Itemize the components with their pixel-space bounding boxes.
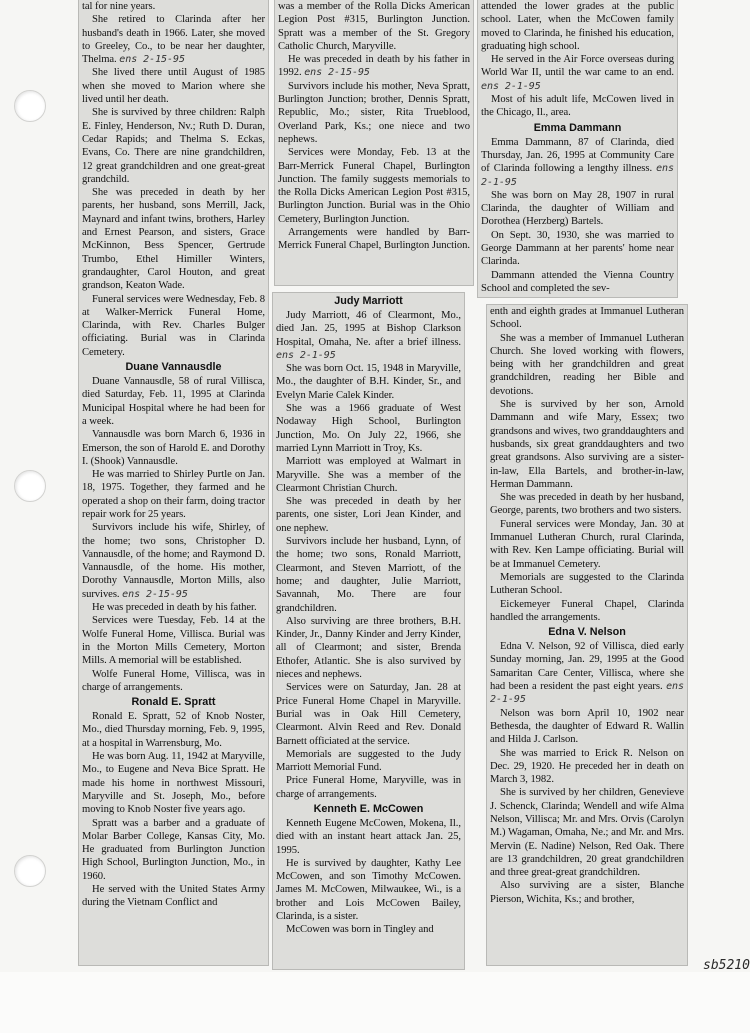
- obit-paragraph: She was preceded in death by her parents, one sister, Lori Jean Kinder, and one nephew.: [276, 496, 461, 534]
- obit-paragraph: On Sept. 30, 1930, she was married to George Dammann at her parents' home near Clarinda.: [481, 229, 674, 268]
- obit-paragraph: [276, 309, 461, 362]
- obituary-heading: Ronald E. Spratt: [131, 696, 216, 709]
- obit-paragraph: Wolfe Funeral Home, Villisca, was in charge of arrangements.: [82, 668, 265, 693]
- obituary-heading: Kenneth E. McCowen: [313, 802, 424, 815]
- handwritten-date-note: ens 2-15-95: [304, 67, 370, 79]
- obit-paragraph: attended the lower grades at the public school. Later, when the McCowen family moved to Clarinda, he finished his education, graduating high school.: [481, 1, 674, 52]
- handwritten-date-note: ens 2-1-95: [481, 80, 541, 92]
- obit-paragraph: Survivors include her husband, Lynn, of the home; two sons, Ronald Marriott, Clearmont, and Steven Marriott, of the home; and daughter, Julie Marriott, Savannah, Mo. There are four grandchildren.: [276, 536, 461, 614]
- obit-paragraph: Funeral services were Monday, Jan. 30 at Immanuel Lutheran Church, rural Clarinda, with Rev. Ken Lampe officiating. Burial will be at Immanuel Cemetery.: [490, 518, 684, 570]
- clipping-column-2-top: [275, 0, 473, 285]
- obit-paragraph: She was preceded in death by her husband, George, parents, two brothers and two sisters.: [490, 492, 684, 517]
- obituary-heading: Edna V. Nelson: [548, 626, 626, 639]
- clipping-column-2-bottom: [273, 293, 464, 969]
- obit-paragraph: [490, 640, 684, 706]
- clipping-column-3-top: [478, 0, 677, 297]
- obit-paragraph: Dammann attended the Vienna Country School and completed the sev-: [481, 269, 674, 294]
- obit-paragraph: [278, 53, 470, 80]
- binder-hole-bottom: [14, 855, 46, 887]
- obit-paragraph: Memorials are suggested to the Clarinda Lutheran School.: [490, 571, 684, 597]
- obit-paragraph: She was born on May 28, 1907 in rural Clarinda, the daughter of William and Dorothea (Herzberg) Bartels.: [481, 189, 674, 228]
- obit-paragraph: [481, 53, 674, 93]
- obit-paragraph: He was married to Shirley Purtle on Jan. 18, 1975. Together, they farmed and he operated a shop on their farm, doing tractor repair work for 25 years.: [82, 469, 265, 520]
- handwritten-page-code: sb5210: [703, 958, 750, 973]
- obit-paragraph: Also surviving are three brothers, B.H. Kinder, Jr., Danny Kinder and Jerry Kinder, all of Clearmont; and sister, Brenda Ethofer, Atlantic. She is also survived by nieces and nephews.: [276, 615, 461, 681]
- obituary-heading: Judy Marriott: [334, 295, 403, 307]
- obit-paragraph: She is survived by her children, Genevieve J. Schenck, Clarinda; Wendell and wife Alma Nelson, Villisca; Mr. and Mrs. Orvis (Carolyn M.) Wagaman, Omaha, Ne.; and Mr. and Mrs. Mervin (E. Nadine) Nelson, Red Oak. There are 13 grandchildren, 20 great grandchildren and three great-great grandchildren.: [490, 787, 684, 879]
- obituary-heading: Duane Vannausdle: [125, 361, 222, 374]
- obit-paragraph: [481, 136, 674, 189]
- obit-text: She retired to Clarinda after her husband's death in 1966. Later, she moved to Greeley, Co., to be near her daughter, Thelma.: [82, 14, 265, 66]
- obit-paragraph: Survivors include his mother, Neva Spratt, Burlington Junction; brother, Dennis Spratt, Republic, Mo.; sister, Rita Trueblood, Overland Park, Ks.; one niece and two nephews.: [278, 80, 470, 145]
- obit-paragraph: McCowen was born in Tingley and: [286, 924, 434, 936]
- obit-paragraph: He is survived by daughter, Kathy Lee McCowen, and son Timothy McCowen. James M. McCowen, Milwaukee, Wi., is a brother and Lois McCowen Bailey, Clarinda, is a sister.: [276, 857, 461, 923]
- obit-paragraph: Eickemeyer Funeral Chapel, Clarinda handled the arrangements.: [490, 598, 684, 623]
- obit-text: Judy Marriott, 46 of Clearmont, Mo., died Jan. 25, 1995 at Bishop Clarkson Hospital, Omaha, Ne. after a brief illness.: [276, 310, 461, 348]
- obit-paragraph: She was a 1966 graduate of West Nodaway High School, Burlington Junction, Mo. On July 22, 1966, she married Lynn Marriott in Troy, Ks.: [276, 403, 461, 454]
- obit-paragraph: Services were Tuesday, Feb. 14 at the Wolfe Funeral Home, Villisca. Burial was in the Morton Mills Cemetery, Morton Mills. A memorial will be established.: [82, 615, 265, 667]
- obit-paragraph: She was born Oct. 15, 1948 in Maryville, Mo., the daughter of B.H. Kinder, Sr., and Evelyn Marie Calek Kinder.: [276, 363, 461, 401]
- obit-paragraph: Services were Monday, Feb. 13 at the Barr-Merrick Funeral Chapel, Burlington Junction. The family suggests memorials to the Rolla Dicks American Legion Post #315, Burlington Junction. Burial was in the Ohio Cemetery, Burlington Junction.: [278, 147, 470, 225]
- obit-paragraph: He served with the United States Army during the Vietnam Conflict and: [82, 884, 265, 909]
- obit-text: He was preceded in death by his father in 1992.: [278, 54, 470, 79]
- obit-paragraph: Nelson was born April 10, 1902 near Bethesda, the daughter of Edward R. Wallin and Hilda J. Carlson.: [490, 707, 684, 746]
- obit-paragraph: tal for nine years.: [82, 1, 156, 12]
- obit-paragraph: Ronald E. Spratt, 52 of Knob Noster, Mo., died Thursday morning, Feb. 9, 1995, at a hospital in Warrensburg, Mo.: [82, 711, 265, 749]
- obit-paragraph: was a member of the Rolla Dicks American Legion Post #315, Burlington Junction. Spratt was a member of the St. Gregory Catholic Church, Maryville.: [278, 1, 470, 52]
- obit-paragraph: Kenneth Eugene McCowen, Mokena, Il., died with an instant heart attack Jan. 25, 1995.: [276, 817, 461, 856]
- obit-text: He served in the Air Force overseas during World War II, until the war came to an end.: [481, 54, 674, 79]
- obit-paragraph: She is survived by three children: Ralph E. Finley, Henderson, Nv.; Ruth D. Duran, Cedar Rapids; and Thelma S. Eckas, Evans, Co. There are nine grandchildren, 12 great grandchildren and one great-great grandchild.: [82, 107, 265, 185]
- handwritten-date-note: ens 2-1-95: [481, 163, 674, 188]
- obit-paragraph: He was born Aug. 11, 1942 at Maryville, Mo., to Eugene and Neva Bice Spratt. He made his home in northwest Missouri, Maryville and St. Joseph, Mo., before moving to Knob Noster five years ago.: [82, 751, 265, 816]
- obit-paragraph: He was preceded in death by his father.: [92, 602, 257, 614]
- obit-paragraph: [82, 13, 265, 66]
- obit-text: Edna V. Nelson, 92 of Villisca, died early Sunday morning, Jan. 29, 1995 at the Good Samaritan Care Center, Villisca, where she had been a resident the past eight years.: [490, 641, 684, 693]
- obit-paragraph: Funeral services were Wednesday, Feb. 8 at Walker-Merrick Funeral Home, Clarinda, with Rev. Charles Bulger officiating. Burial was in Clarinda Cemetery.: [82, 293, 265, 358]
- binder-hole-middle: [14, 470, 46, 502]
- obituary-heading: Emma Dammann: [533, 121, 622, 134]
- obit-paragraph: Arrangements were handled by Barr-Merrick Funeral Chapel, Burlington Junction.: [278, 227, 470, 252]
- obit-paragraph: Services were on Saturday, Jan. 28 at Price Funeral Home Chapel in Maryville. Burial was in Oak Hill Cemetery, Clearmont. Alvin Reed and Rev. Donald Barnett officiated at the service.: [276, 682, 461, 747]
- obit-text: Emma Dammann, 87 of Clarinda, died Thursday, Jan. 26, 1995 at Community Care of Clarinda following a lengthy illness.: [481, 136, 674, 175]
- obit-paragraph: enth and eighth grades at Immanuel Lutheran School.: [490, 306, 684, 331]
- obit-paragraph: She is survived by her son, Arnold Dammann and wife Mary, Essex; two grandsons and wives, two granddaughters and husbands, six great granddaughters and two great grandsons. Also surviving are a sister-in-law, Ella Bartels, and brother-in-law, Herman Dammann.: [490, 399, 684, 490]
- binder-hole-top: [14, 90, 46, 122]
- obit-paragraph: Vannausdle was born March 6, 1936 in Emerson, the son of Harold E. and Dorothy I. (Shook) Vannausdle.: [82, 429, 265, 467]
- obit-paragraph: She lived there until August of 1985 when she moved to Marion where she lived until her death.: [82, 67, 265, 106]
- handwritten-date-note: ens 2-1-95: [490, 681, 684, 706]
- handwritten-date-note: ens 2-15-95: [122, 588, 188, 600]
- obit-paragraph: Price Funeral Home, Maryville, was in charge of arrangements.: [276, 775, 461, 800]
- handwritten-date-note: ens 2-15-95: [119, 54, 185, 66]
- obit-paragraph: Also surviving are a sister, Blanche Pierson, Wichita, Ks.; and brother,: [490, 880, 684, 905]
- clipping-column-1: [79, 0, 268, 965]
- page-margin-bottom: [0, 972, 750, 1033]
- obit-paragraph: She was married to Erick R. Nelson on Dec. 29, 1920. He preceded her in death on March 3, 1982.: [490, 747, 684, 786]
- clipping-column-3-bottom: [487, 305, 687, 965]
- handwritten-date-note: ens 2-1-95: [276, 349, 336, 361]
- obit-paragraph: She was a member of Immanuel Lutheran Church. She loved working with flowers, being with her grandchildren and great grandchildren, reading her Bible and devotions.: [490, 332, 684, 397]
- obit-paragraph: Spratt was a barber and a graduate of Molar Barber College, Kansas City, Mo. He graduated from Burlington Junction High School, Burlington Junction, Mo., in 1960.: [82, 817, 265, 882]
- obit-paragraph: Marriott was employed at Walmart in Maryville. She was a member of the Clearmont Christian Church.: [276, 456, 461, 494]
- obit-text: Survivors include his wife, Shirley, of the home; two sons, Christopher D. Vannausdle, of the home; and Raymond D. Vannausdle, of the home. His mother, Dorothy Vannausdle, Morton Mills, also survives.: [82, 522, 265, 600]
- obit-paragraph: [82, 521, 265, 601]
- obit-paragraph: Duane Vannausdle, 58 of rural Villisca, died Saturday, Feb. 11, 1995 at Clarinda Municipal Hospital where he had been for a week.: [82, 376, 265, 427]
- obit-paragraph: She was preceded in death by her parents, her husband, sons Merrill, Jack, Maynard and infant twins, brothers, Harley and Ernest Pearson, and sisters, Grace McKinnon, Bess Spencer, Gertrude Trumbo, Ethel Himiller Winters, grandaughter, Carol Houton, and great grandson, Keaton Wade.: [82, 187, 265, 292]
- obit-paragraph: Memorials are suggested to the Judy Marriott Memorial Fund.: [276, 748, 461, 774]
- obit-paragraph: Most of his adult life, McCowen lived in the Chicago, Il., area.: [481, 94, 674, 119]
